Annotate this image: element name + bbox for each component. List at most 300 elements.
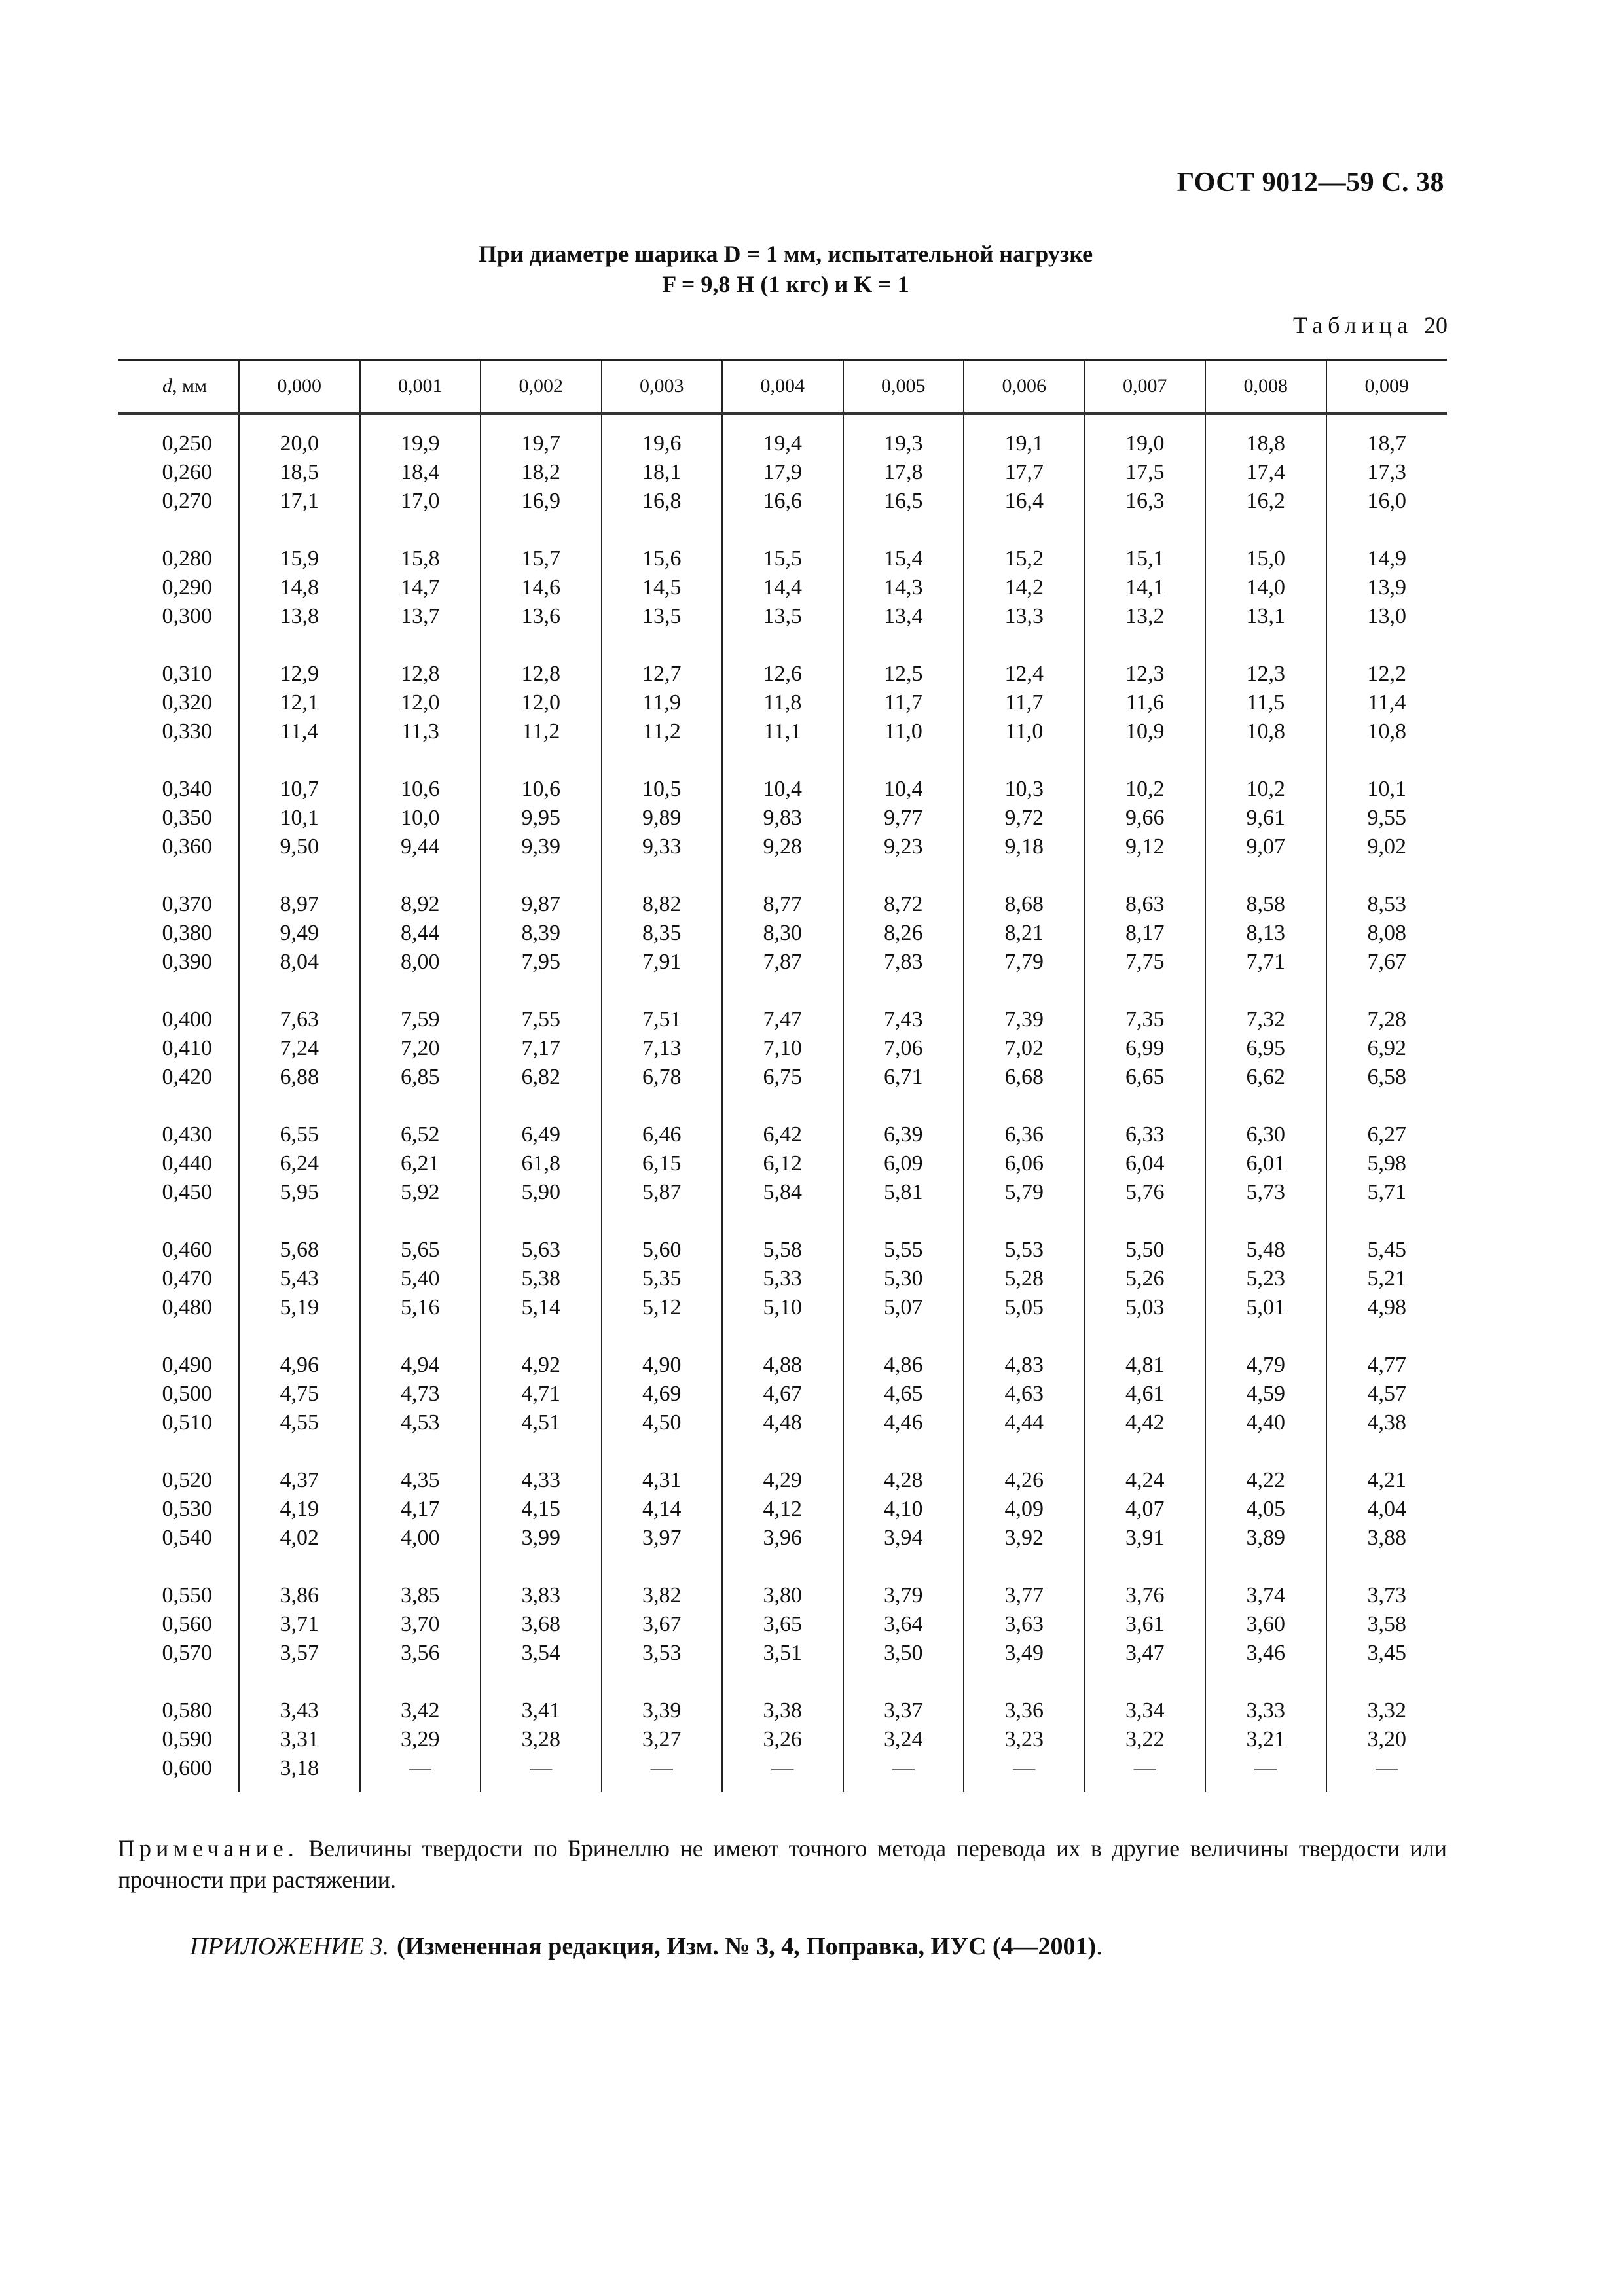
hardness-cell: 5,45	[1326, 1207, 1448, 1265]
hardness-cell: 6,95	[1205, 1034, 1326, 1063]
hardness-cell: 4,96	[239, 1322, 360, 1380]
hardness-cell: 19,4	[722, 414, 843, 459]
diameter-cell: 0,490	[162, 1353, 212, 1377]
diameter-cell: 0,310	[162, 662, 212, 686]
table-row	[118, 516, 1447, 573]
hardness-cell: 4,02	[239, 1524, 360, 1552]
hardness-cell: 8,72	[843, 861, 964, 919]
table-row	[118, 861, 1447, 919]
hardness-cell: 10,4	[722, 746, 843, 804]
table-row	[118, 1178, 1447, 1207]
hardness-cell: 4,67	[722, 1380, 843, 1408]
hardness-cell: 3,99	[481, 1524, 602, 1552]
table-row	[118, 1610, 1447, 1639]
hardness-cell: 10,5	[602, 746, 723, 804]
hardness-cell: 6,49	[481, 1092, 602, 1149]
hardness-cell: 14,3	[843, 573, 964, 602]
hardness-cell: 3,39	[602, 1668, 723, 1725]
table-row	[118, 1092, 1447, 1149]
hardness-cell: 13,4	[843, 602, 964, 631]
hardness-cell: 11,7	[843, 689, 964, 717]
appendix-reference: ПРИЛОЖЕНИЕ 3.	[190, 1933, 389, 1960]
table-row	[118, 631, 1447, 689]
hardness-cell: 6,85	[360, 1063, 481, 1092]
hardness-cell: 9,12	[1085, 833, 1206, 861]
hardness-cell: 6,46	[602, 1092, 723, 1149]
hardness-cell: 3,83	[481, 1552, 602, 1610]
hardness-cell: 3,63	[964, 1610, 1085, 1639]
hardness-cell: 12,9	[239, 631, 360, 689]
diameter-cell: 0,300	[162, 604, 212, 628]
hardness-cell: 3,53	[602, 1639, 723, 1668]
hardness-cell: 6,01	[1205, 1149, 1326, 1178]
hardness-cell: 8,21	[964, 919, 1085, 948]
caption-line-2: F = 9,8 Н (1 кгс) и K = 1	[662, 271, 909, 297]
diameter-cell: 0,500	[162, 1382, 212, 1406]
hardness-cell: 3,71	[239, 1610, 360, 1639]
hardness-cell: 8,04	[239, 948, 360, 977]
table-row	[118, 1322, 1447, 1380]
hardness-cell: 7,02	[964, 1034, 1085, 1063]
hardness-cell: 9,44	[360, 833, 481, 861]
table-row	[118, 1034, 1447, 1063]
hardness-cell: 4,10	[843, 1495, 964, 1524]
hardness-cell: 5,38	[481, 1265, 602, 1293]
diameter-cell: 0,470	[162, 1266, 212, 1291]
hardness-cell: 9,23	[843, 833, 964, 861]
diameter-cell: 0,460	[162, 1238, 212, 1262]
hardness-cell: 6,71	[843, 1063, 964, 1092]
hardness-cell: 13,5	[722, 602, 843, 631]
hardness-cell: 19,1	[964, 414, 1085, 459]
hardness-cell: 7,75	[1085, 948, 1206, 977]
hardness-cell: 8,26	[843, 919, 964, 948]
hardness-cell: 6,36	[964, 1092, 1085, 1149]
hardness-cell: 11,4	[1326, 689, 1448, 717]
hardness-cell: 4,09	[964, 1495, 1085, 1524]
hardness-cell: 17,9	[722, 458, 843, 487]
hardness-cell: 3,70	[360, 1610, 481, 1639]
hardness-cell: 12,4	[964, 631, 1085, 689]
hardness-cell: 9,55	[1326, 804, 1448, 833]
hardness-cell: 13,8	[239, 602, 360, 631]
hardness-cell: 3,23	[964, 1725, 1085, 1754]
diameter-cell: 0,560	[162, 1612, 212, 1636]
hardness-cell: 10,6	[360, 746, 481, 804]
hardness-cell: 5,14	[481, 1293, 602, 1322]
hardness-cell: 17,0	[360, 487, 481, 516]
hardness-cell: 8,58	[1205, 861, 1326, 919]
diameter-cell: 0,320	[162, 691, 212, 715]
edition-tail: .	[1096, 1933, 1103, 1960]
hardness-cell: 8,39	[481, 919, 602, 948]
header-cell: 0,002	[481, 360, 602, 414]
diameter-cell: 0,510	[162, 1410, 212, 1435]
hardness-cell: 6,58	[1326, 1063, 1448, 1092]
hardness-cell: 6,15	[602, 1149, 723, 1178]
hardness-cell: 3,36	[964, 1668, 1085, 1725]
hardness-cell: 8,53	[1326, 861, 1448, 919]
hardness-cell: 18,7	[1326, 414, 1448, 459]
diameter-cell: 0,430	[162, 1122, 212, 1147]
hardness-cell: 15,0	[1205, 516, 1326, 573]
hardness-cell: 18,8	[1205, 414, 1326, 459]
hardness-cell: 13,3	[964, 602, 1085, 631]
hardness-cell: 4,29	[722, 1437, 843, 1495]
hardness-cell: 5,50	[1085, 1207, 1206, 1265]
hardness-cell: 3,68	[481, 1610, 602, 1639]
hardness-cell: 4,28	[843, 1437, 964, 1495]
hardness-cell: 6,21	[360, 1149, 481, 1178]
hardness-cell: 3,21	[1205, 1725, 1326, 1754]
hardness-cell: 13,7	[360, 602, 481, 631]
hardness-cell: 4,51	[481, 1408, 602, 1437]
hardness-cell: 7,83	[843, 948, 964, 977]
hardness-cell: 3,85	[360, 1552, 481, 1610]
hardness-cell: 8,44	[360, 919, 481, 948]
hardness-cell: 20,0	[239, 414, 360, 459]
hardness-cell: 3,42	[360, 1668, 481, 1725]
hardness-cell: 10,1	[239, 804, 360, 833]
diameter-cell: 0,280	[162, 547, 212, 571]
hardness-cell: 5,07	[843, 1293, 964, 1322]
hardness-cell: 6,88	[239, 1063, 360, 1092]
hardness-cell: 9,83	[722, 804, 843, 833]
hardness-cell: 5,43	[239, 1265, 360, 1293]
diameter-cell: 0,330	[162, 719, 212, 744]
hardness-cell: 5,58	[722, 1207, 843, 1265]
hardness-cell: 11,0	[964, 717, 1085, 746]
hardness-cell: 3,65	[722, 1610, 843, 1639]
hardness-cell: 3,20	[1326, 1725, 1448, 1754]
hardness-cell: 9,28	[722, 833, 843, 861]
hardness-cell: 14,6	[481, 573, 602, 602]
hardness-cell: 4,40	[1205, 1408, 1326, 1437]
hardness-cell: 5,55	[843, 1207, 964, 1265]
diameter-cell: 0,420	[162, 1065, 212, 1089]
hardness-cell: 4,55	[239, 1408, 360, 1437]
hardness-cell: 15,9	[239, 516, 360, 573]
hardness-cell: 3,77	[964, 1552, 1085, 1610]
hardness-cell: 3,41	[481, 1668, 602, 1725]
hardness-cell: 19,7	[481, 414, 602, 459]
diameter-cell: 0,550	[162, 1583, 212, 1607]
hardness-cell: 5,21	[1326, 1265, 1448, 1293]
note-text: Величины твердости по Бринеллю не имеют точного метода перевода их в другие величины твердости или прочности при растяжении.	[118, 1835, 1447, 1893]
hardness-cell: 4,69	[602, 1380, 723, 1408]
hardness-cell: 14,8	[239, 573, 360, 602]
header-cell: 0,006	[964, 360, 1085, 414]
diameter-cell: 0,530	[162, 1497, 212, 1521]
diameter-cell: 0,480	[162, 1295, 212, 1319]
hardness-cell: 5,40	[360, 1265, 481, 1293]
hardness-cell: 4,42	[1085, 1408, 1206, 1437]
hardness-cell: 7,20	[360, 1034, 481, 1063]
hardness-cell: 6,55	[239, 1092, 360, 1149]
hardness-cell: 7,55	[481, 977, 602, 1034]
hardness-cell: 7,39	[964, 977, 1085, 1034]
hardness-cell: 5,76	[1085, 1178, 1206, 1207]
hardness-cell: 4,07	[1085, 1495, 1206, 1524]
hardness-cell: 3,29	[360, 1725, 481, 1754]
hardness-cell: 3,37	[843, 1668, 964, 1725]
hardness-cell: 7,35	[1085, 977, 1206, 1034]
hardness-cell: —	[481, 1754, 602, 1792]
hardness-cell: 6,09	[843, 1149, 964, 1178]
page-header: ГОСТ 9012—59 С. 38	[1176, 168, 1444, 198]
hardness-cell: 6,30	[1205, 1092, 1326, 1149]
hardness-cell: 12,0	[360, 689, 481, 717]
hardness-cell: 3,22	[1085, 1725, 1206, 1754]
hardness-cell: 5,28	[964, 1265, 1085, 1293]
hardness-cell: 5,60	[602, 1207, 723, 1265]
table-row	[118, 573, 1447, 602]
hardness-cell: 10,2	[1205, 746, 1326, 804]
hardness-cell: 5,12	[602, 1293, 723, 1322]
table-label-number: 20	[1424, 312, 1448, 338]
hardness-table	[118, 359, 1447, 1792]
hardness-cell: 11,9	[602, 689, 723, 717]
hardness-cell: 6,78	[602, 1063, 723, 1092]
hardness-cell: 4,77	[1326, 1322, 1448, 1380]
hardness-cell: 8,30	[722, 919, 843, 948]
header-cell: 0,004	[722, 360, 843, 414]
hardness-cell: 5,92	[360, 1178, 481, 1207]
hardness-cell: 5,53	[964, 1207, 1085, 1265]
hardness-cell: 3,24	[843, 1725, 964, 1754]
hardness-cell: 4,71	[481, 1380, 602, 1408]
hardness-cell: 7,13	[602, 1034, 723, 1063]
hardness-cell: 5,30	[843, 1265, 964, 1293]
hardness-cell: 9,72	[964, 804, 1085, 833]
hardness-cell: 4,50	[602, 1408, 723, 1437]
table-row	[118, 746, 1447, 804]
hardness-cell: 3,86	[239, 1552, 360, 1610]
diameter-cell: 0,380	[162, 921, 212, 945]
hardness-cell: 5,63	[481, 1207, 602, 1265]
hardness-cell: 4,15	[481, 1495, 602, 1524]
hardness-cell: 9,50	[239, 833, 360, 861]
hardness-cell: 9,87	[481, 861, 602, 919]
hardness-cell: 19,0	[1085, 414, 1206, 459]
hardness-cell: 11,5	[1205, 689, 1326, 717]
hardness-cell: 4,88	[722, 1322, 843, 1380]
hardness-cell: 3,58	[1326, 1610, 1448, 1639]
header-cell: 0,008	[1205, 360, 1326, 414]
hardness-cell: 7,79	[964, 948, 1085, 977]
hardness-cell: 3,60	[1205, 1610, 1326, 1639]
caption-line-1: При диаметре шарика D = 1 мм, испытательной нагрузке	[478, 241, 1093, 267]
hardness-cell: —	[1205, 1754, 1326, 1792]
hardness-cell: 8,35	[602, 919, 723, 948]
hardness-cell: 3,74	[1205, 1552, 1326, 1610]
header-cell: 0,001	[360, 360, 481, 414]
hardness-cell: 15,8	[360, 516, 481, 573]
hardness-cell: 10,6	[481, 746, 602, 804]
header-cell: 0,009	[1326, 360, 1448, 414]
hardness-cell: 4,37	[239, 1437, 360, 1495]
hardness-cell: 4,79	[1205, 1322, 1326, 1380]
hardness-cell: 3,31	[239, 1725, 360, 1754]
hardness-cell: 9,49	[239, 919, 360, 948]
hardness-cell: 6,42	[722, 1092, 843, 1149]
hardness-cell: 5,71	[1326, 1178, 1448, 1207]
hardness-cell: 18,5	[239, 458, 360, 487]
hardness-cell: 8,77	[722, 861, 843, 919]
hardness-cell: 6,24	[239, 1149, 360, 1178]
hardness-cell: 15,2	[964, 516, 1085, 573]
hardness-cell: 5,68	[239, 1207, 360, 1265]
hardness-cell: 7,06	[843, 1034, 964, 1063]
diameter-cell: 0,600	[162, 1756, 212, 1780]
hardness-cell: 8,63	[1085, 861, 1206, 919]
hardness-cell: 5,05	[964, 1293, 1085, 1322]
hardness-cell: 4,44	[964, 1408, 1085, 1437]
hardness-cell: —	[602, 1754, 723, 1792]
hardness-cell: 12,8	[481, 631, 602, 689]
diameter-cell: 0,520	[162, 1468, 212, 1492]
table-row	[118, 977, 1447, 1034]
hardness-cell: 16,2	[1205, 487, 1326, 516]
hardness-cell: 4,75	[239, 1380, 360, 1408]
hardness-cell: 12,0	[481, 689, 602, 717]
table-row	[118, 602, 1447, 631]
hardness-cell: 12,5	[843, 631, 964, 689]
hardness-cell: 16,4	[964, 487, 1085, 516]
hardness-cell: 3,82	[602, 1552, 723, 1610]
diameter-cell: 0,290	[162, 575, 212, 600]
hardness-cell: —	[1085, 1754, 1206, 1792]
hardness-cell: 6,33	[1085, 1092, 1206, 1149]
hardness-cell: 11,2	[481, 717, 602, 746]
hardness-cell: 4,81	[1085, 1322, 1206, 1380]
hardness-cell: 15,7	[481, 516, 602, 573]
table-row	[118, 948, 1447, 977]
hardness-cell: 3,50	[843, 1639, 964, 1668]
hardness-cell: 4,57	[1326, 1380, 1448, 1408]
hardness-cell: 19,3	[843, 414, 964, 459]
hardness-cell: 11,6	[1085, 689, 1206, 717]
diameter-cell: 0,340	[162, 777, 212, 801]
edition-note: (Измененная редакция, Изм. № 3, 4, Поправка, ИУС (4—2001)	[396, 1933, 1097, 1960]
hardness-cell: 3,56	[360, 1639, 481, 1668]
hardness-cell: 10,8	[1205, 717, 1326, 746]
hardness-cell: 6,68	[964, 1063, 1085, 1092]
hardness-cell: 3,97	[602, 1524, 723, 1552]
hardness-cell: 3,67	[602, 1610, 723, 1639]
hardness-cell: 5,48	[1205, 1207, 1326, 1265]
hardness-cell: 11,8	[722, 689, 843, 717]
hardness-cell: 19,9	[360, 414, 481, 459]
hardness-cell: 3,54	[481, 1639, 602, 1668]
hardness-cell: 10,3	[964, 746, 1085, 804]
table-row	[118, 414, 1447, 459]
hardness-cell: 5,19	[239, 1293, 360, 1322]
hardness-cell: 16,0	[1326, 487, 1448, 516]
diameter-cell: 0,410	[162, 1036, 212, 1060]
table-row	[118, 1063, 1447, 1092]
hardness-cell: 12,2	[1326, 631, 1448, 689]
hardness-cell: 5,73	[1205, 1178, 1326, 1207]
hardness-cell: 11,0	[843, 717, 964, 746]
hardness-cell: 5,65	[360, 1207, 481, 1265]
hardness-cell: 17,8	[843, 458, 964, 487]
table-label-word: Таблица	[1293, 312, 1413, 338]
hardness-cell: 17,1	[239, 487, 360, 516]
hardness-cell: 4,73	[360, 1380, 481, 1408]
hardness-cell: 9,61	[1205, 804, 1326, 833]
table-row	[118, 1754, 1447, 1792]
hardness-cell: 4,90	[602, 1322, 723, 1380]
diameter-cell: 0,260	[162, 460, 212, 484]
hardness-cell: 16,3	[1085, 487, 1206, 516]
hardness-cell: —	[964, 1754, 1085, 1792]
hardness-cell: 4,31	[602, 1437, 723, 1495]
hardness-cell: 4,35	[360, 1437, 481, 1495]
hardness-cell: 13,0	[1326, 602, 1448, 631]
hardness-cell: 4,46	[843, 1408, 964, 1437]
table-note	[118, 1833, 1447, 1895]
hardness-cell: 3,64	[843, 1610, 964, 1639]
hardness-cell: 10,8	[1326, 717, 1448, 746]
hardness-cell: 14,5	[602, 573, 723, 602]
table-label	[1293, 312, 1448, 339]
hardness-cell: 15,4	[843, 516, 964, 573]
hardness-cell: 8,92	[360, 861, 481, 919]
hardness-cell: 18,2	[481, 458, 602, 487]
diameter-cell: 0,450	[162, 1180, 212, 1204]
hardness-cell: 17,7	[964, 458, 1085, 487]
hardness-cell: 6,27	[1326, 1092, 1448, 1149]
hardness-cell: 8,00	[360, 948, 481, 977]
diameter-cell: 0,570	[162, 1641, 212, 1665]
hardness-cell: 7,32	[1205, 977, 1326, 1034]
hardness-cell: 4,63	[964, 1380, 1085, 1408]
table-row	[118, 1149, 1447, 1178]
hardness-cell: 3,18	[239, 1754, 360, 1792]
hardness-cell: 7,67	[1326, 948, 1448, 977]
hardness-cell: 4,33	[481, 1437, 602, 1495]
hardness-cell: 13,9	[1326, 573, 1448, 602]
hardness-cell: 5,23	[1205, 1265, 1326, 1293]
hardness-cell: 16,8	[602, 487, 723, 516]
hardness-cell: 15,6	[602, 516, 723, 573]
hardness-cell: 6,75	[722, 1063, 843, 1092]
hardness-cell: 15,5	[722, 516, 843, 573]
hardness-cell: 3,91	[1085, 1524, 1206, 1552]
hardness-cell: 4,19	[239, 1495, 360, 1524]
hardness-cell: 9,89	[602, 804, 723, 833]
hardness-cell: 12,8	[360, 631, 481, 689]
hardness-cell: 14,1	[1085, 573, 1206, 602]
hardness-cell: 61,8	[481, 1149, 602, 1178]
hardness-cell: 3,43	[239, 1668, 360, 1725]
hardness-cell: 4,05	[1205, 1495, 1326, 1524]
header-cell: 0,000	[239, 360, 360, 414]
hardness-cell: 5,03	[1085, 1293, 1206, 1322]
hardness-cell: 11,7	[964, 689, 1085, 717]
table-row	[118, 804, 1447, 833]
hardness-cell: 11,3	[360, 717, 481, 746]
hardness-cell: 9,95	[481, 804, 602, 833]
hardness-cell: 7,10	[722, 1034, 843, 1063]
hardness-cell: 5,01	[1205, 1293, 1326, 1322]
hardness-cell: 11,4	[239, 717, 360, 746]
hardness-cell: 5,84	[722, 1178, 843, 1207]
hardness-cell: 4,86	[843, 1322, 964, 1380]
hardness-cell: 6,39	[843, 1092, 964, 1149]
hardness-cell: —	[843, 1754, 964, 1792]
